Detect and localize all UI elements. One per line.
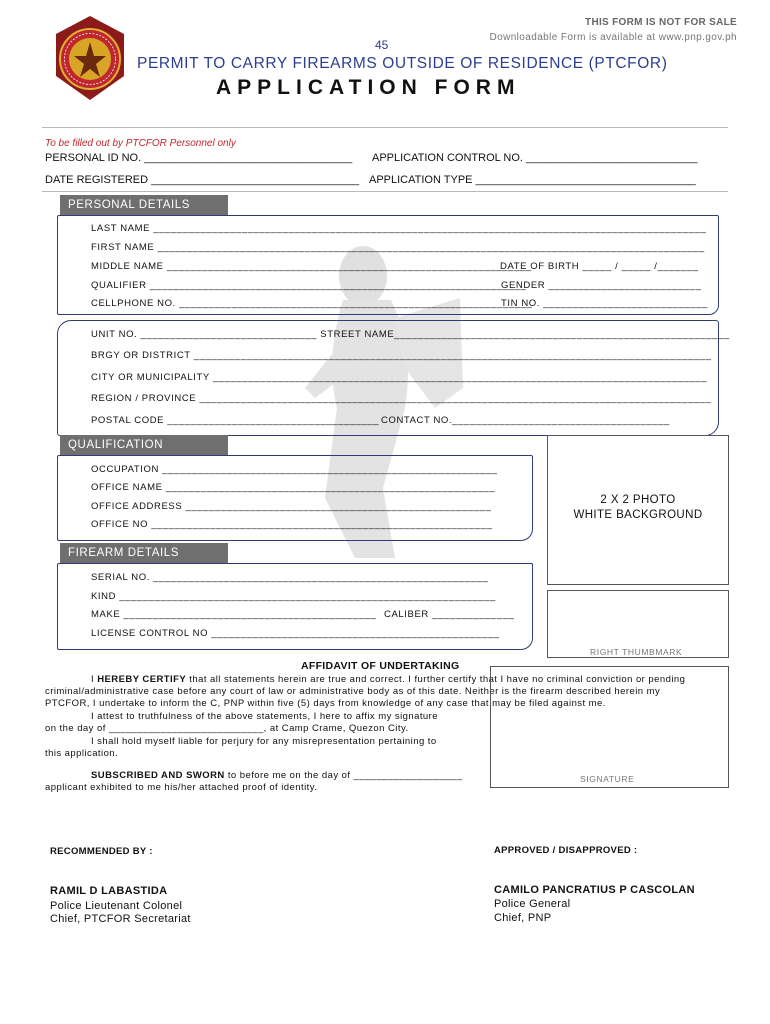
approver-position: Chief, PNP xyxy=(494,912,552,924)
divider xyxy=(42,191,728,192)
office-use-note: To be filled out by PTCFOR Personnel only xyxy=(45,138,236,149)
caliber-field[interactable]: CALIBER ______________ xyxy=(384,609,515,620)
region-field[interactable]: REGION / PROVINCE _______________________________________________________________________________________ xyxy=(91,393,712,404)
approved-label: APPROVED / DISAPPROVED : xyxy=(494,845,638,856)
postal-code-field[interactable]: POSTAL CODE ____________________________________ xyxy=(91,415,380,426)
date-of-birth-field[interactable]: DATE OF BIRTH _____ / _____ /_______ xyxy=(500,261,699,272)
affidavit-line-1: I HEREBY CERTIFY that all statements herein are true and correct. I further certify that I have no criminal conviction or pending xyxy=(91,674,686,685)
office-address-field[interactable]: OFFICE ADDRESS ____________________________________________________ xyxy=(91,501,492,512)
serial-no-field[interactable]: SERIAL NO. _________________________________________________________ xyxy=(91,572,489,583)
make-field[interactable]: MAKE ___________________________________________ xyxy=(91,609,377,620)
date-registered-field[interactable]: DATE REGISTERED __________________________________ xyxy=(45,174,360,186)
gender-field[interactable]: GENDER __________________________ xyxy=(501,280,702,291)
sworn-line-1: SUBSCRIBED AND SWORN to before me on the day of ___________________ xyxy=(91,770,463,781)
recommender-position: Chief, PTCFOR Secretariat xyxy=(50,913,191,925)
divider xyxy=(42,127,728,128)
approver-rank: Police General xyxy=(494,898,571,910)
page-number: 45 xyxy=(375,38,389,52)
office-name-field[interactable]: OFFICE NAME ________________________________________________________ xyxy=(91,482,496,493)
approver-name: CAMILO PANCRATIUS P CASCOLAN xyxy=(494,884,695,896)
perjury-line-1: I shall hold myself liable for perjury for any misrepresentation pertaining to xyxy=(91,736,437,747)
last-name-field[interactable]: LAST NAME ______________________________________________________________________________________________ xyxy=(91,223,707,234)
office-no-field[interactable]: OFFICE NO __________________________________________________________ xyxy=(91,519,493,530)
contact-no-field[interactable]: CONTACT NO._____________________________________ xyxy=(381,415,670,426)
personal-details-heading: PERSONAL DETAILS xyxy=(60,195,228,215)
recommender-name: RAMIL D LABASTIDA xyxy=(50,885,168,897)
form-title: APPLICATION FORM xyxy=(216,76,521,99)
recommender-rank: Police Lieutenant Colonel xyxy=(50,900,183,912)
license-control-field[interactable]: LICENSE CONTROL NO _________________________________________________ xyxy=(91,628,500,639)
attest-line-1: I attest to truthfulness of the above statements, I here to affix my signature xyxy=(91,711,439,722)
affidavit-line-2: criminal/administrative case before any court of law or administrative body as of this date. Neither is the firearm described herein my xyxy=(45,686,661,697)
attest-line-2: on the day of ___________________________, at Camp Crame, Quezon City. xyxy=(45,723,409,734)
qualification-heading: QUALIFICATION xyxy=(60,435,228,455)
thumbmark-label: RIGHT THUMBMARK xyxy=(590,647,683,657)
affidavit-line-3: PTCFOR, I undertake to inform the C, PNP within five (5) days from knowledge of any case that may be filed against me. xyxy=(45,698,606,709)
pnp-seal-logo xyxy=(50,14,130,104)
photo-label-line1: 2 X 2 PHOTO xyxy=(600,494,676,506)
occupation-field[interactable]: OCCUPATION _________________________________________________________ xyxy=(91,464,498,475)
firearm-details-heading: FIREARM DETAILS xyxy=(60,543,228,563)
photo-label-line2: WHITE BACKGROUND xyxy=(573,509,703,521)
first-name-field[interactable]: FIRST NAME _____________________________________________________________________________________________ xyxy=(91,242,705,253)
sworn-line-2: applicant exhibited to me his/her attached proof of identity. xyxy=(45,782,318,793)
form-subtitle: PERMIT TO CARRY FIREARMS OUTSIDE OF RESIDENCE (PTCFOR) xyxy=(137,55,668,72)
personal-id-field[interactable]: PERSONAL ID NO. __________________________________ xyxy=(45,152,353,164)
tin-field[interactable]: TIN NO. ____________________________ xyxy=(501,298,709,309)
application-type-field[interactable]: APPLICATION TYPE ____________________________________ xyxy=(369,174,696,186)
perjury-line-2: this application. xyxy=(45,748,119,759)
application-control-field[interactable]: APPLICATION CONTROL NO. ____________________________ xyxy=(372,152,698,164)
qualifier-field[interactable]: QUALIFIER ________________________________________________________________ xyxy=(91,280,527,291)
cellphone-field[interactable]: CELLPHONE NO. ____________________________________________________________ xyxy=(91,298,533,309)
city-field[interactable]: CITY OR MUNICIPALITY ____________________________________________________________________________________ xyxy=(91,372,708,383)
signature-label: SIGNATURE xyxy=(580,774,635,784)
middle-name-field[interactable]: MIDDLE NAME ______________________________________________________________ xyxy=(91,261,532,272)
affidavit-title: AFFIDAVIT OF UNDERTAKING xyxy=(301,660,460,672)
download-note: Downloadable Form is available at www.pnp.gov.ph xyxy=(489,32,737,43)
kind-field[interactable]: KIND ________________________________________________________________ xyxy=(91,591,496,602)
barangay-field[interactable]: BRGY OR DISTRICT ________________________________________________________________________________________ xyxy=(91,350,712,361)
signature-box[interactable] xyxy=(490,666,729,788)
recommended-by-label: RECOMMENDED BY : xyxy=(50,846,153,857)
unit-street-field[interactable]: UNIT NO. ______________________________ STREET NAME_________________________________________________________ xyxy=(91,329,730,340)
not-for-sale-note: THIS FORM IS NOT FOR SALE xyxy=(585,17,737,28)
